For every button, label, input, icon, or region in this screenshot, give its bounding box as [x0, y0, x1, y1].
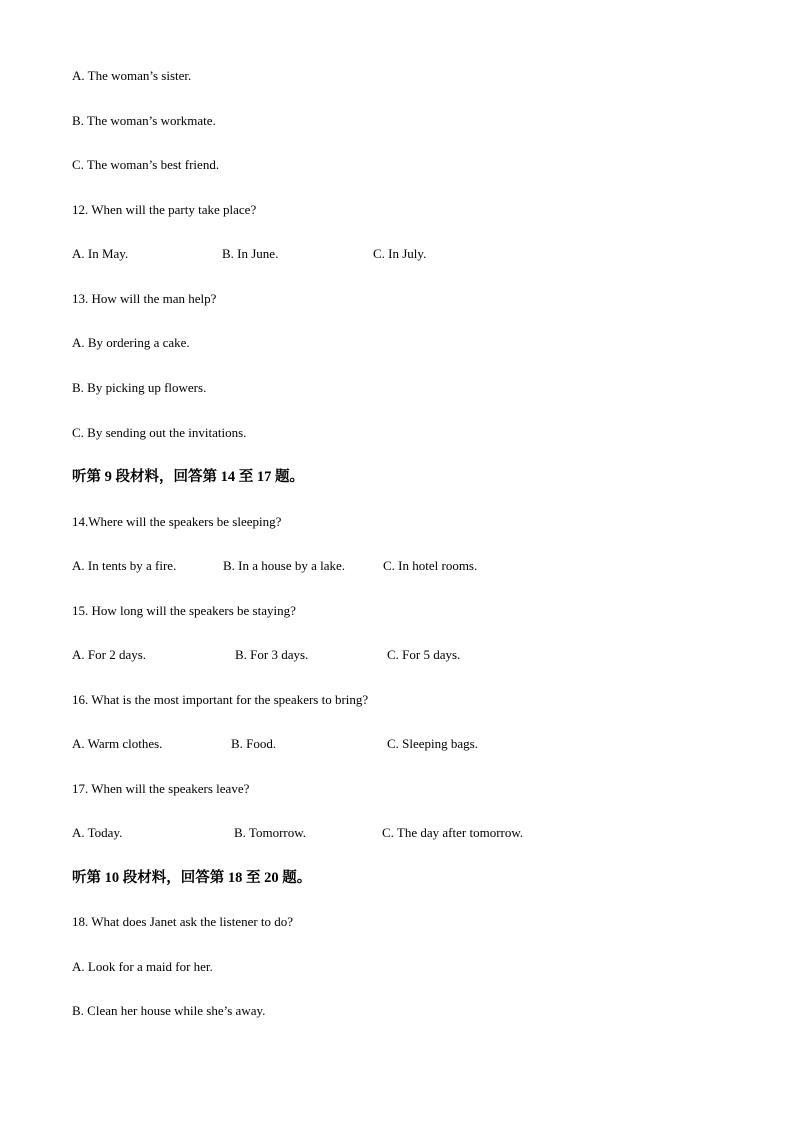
q14-option-a: A. In tents by a fire. — [72, 558, 177, 573]
q14-option-b: B. In a house by a lake. — [223, 558, 346, 573]
q16-option-a: A. Warm clothes. — [72, 736, 163, 751]
q16-options — [0, 736, 794, 752]
section-heading-9: 听第 9 段材料，回答第 14 至 17 题。 — [72, 469, 304, 485]
q12-option-c: C. In July. — [373, 246, 427, 261]
q12-options — [0, 246, 794, 262]
q18-option-b: B. Clean her house while she’s away. — [72, 1003, 266, 1018]
q15-option-c: C. For 5 days. — [387, 647, 461, 662]
q14-option-c: C. In hotel rooms. — [383, 558, 478, 573]
question-16: 16. What is the most important for the speakers to bring? — [72, 692, 369, 707]
q12-option-b: B. In June. — [222, 246, 279, 261]
q13-option-c: C. By sending out the invitations. — [72, 425, 247, 440]
question-13: 13. How will the man help? — [72, 291, 217, 306]
question-15: 15. How long will the speakers be staying? — [72, 603, 296, 618]
q11-option-b: B. The woman’s workmate. — [72, 113, 216, 128]
q17-option-a: A. Today. — [72, 825, 123, 840]
question-12: 12. When will the party take place? — [72, 202, 257, 217]
q11-option-c: C. The woman’s best friend. — [72, 157, 220, 172]
q17-options — [0, 825, 794, 841]
q11-option-a: A. The woman’s sister. — [72, 68, 192, 83]
question-14: 14.Where will the speakers be sleeping? — [72, 514, 282, 529]
question-18: 18. What does Janet ask the listener to do? — [72, 914, 294, 929]
q15-option-b: B. For 3 days. — [235, 647, 309, 662]
q18-option-a: A. Look for a maid for her. — [72, 959, 213, 974]
question-17: 17. When will the speakers leave? — [72, 781, 250, 796]
q16-option-c: C. Sleeping bags. — [387, 736, 478, 751]
section-heading-10: 听第 10 段材料，回答第 18 至 20 题。 — [72, 870, 312, 886]
q12-option-a: A. In May. — [72, 246, 129, 261]
q15-options — [0, 647, 794, 663]
q15-option-a: A. For 2 days. — [72, 647, 147, 662]
q17-option-c: C. The day after tomorrow. — [382, 825, 524, 840]
q13-option-b: B. By picking up flowers. — [72, 380, 207, 395]
q14-options — [0, 558, 794, 574]
q17-option-b: B. Tomorrow. — [234, 825, 307, 840]
q13-option-a: A. By ordering a cake. — [72, 335, 190, 350]
q16-option-b: B. Food. — [231, 736, 277, 751]
